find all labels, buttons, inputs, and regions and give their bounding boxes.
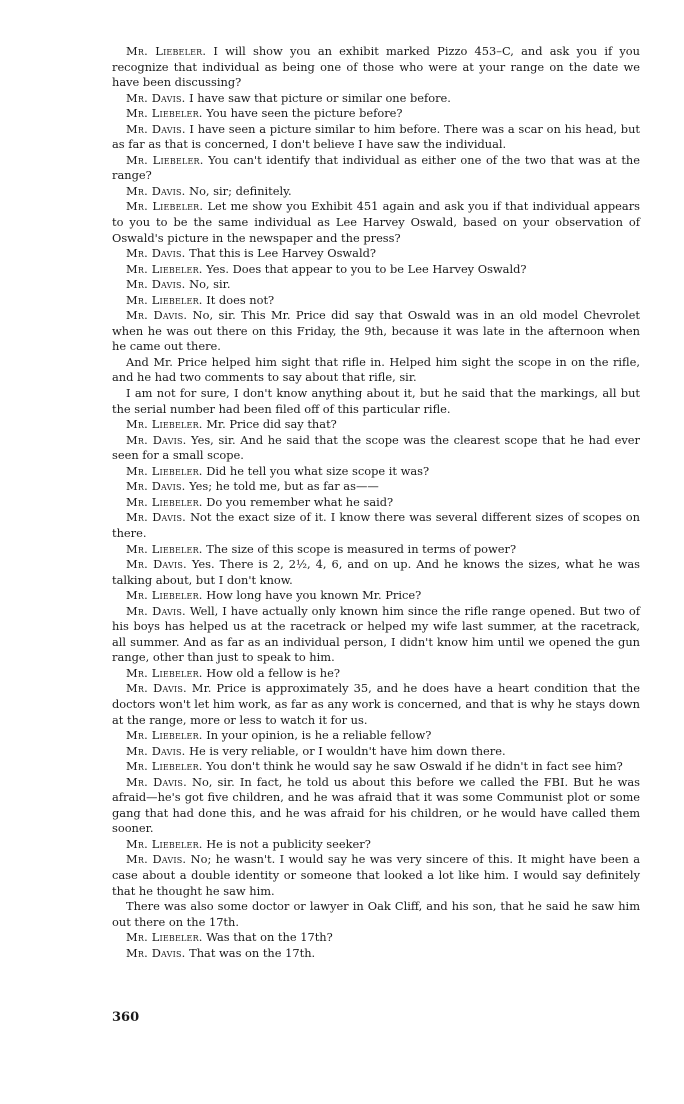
paragraph-text: How old a fellow is he? <box>202 665 340 680</box>
paragraph-text: Let me show you Exhibit 451 again and ask you if that individual appears to you to be the same individual as Lee Harvey Oswald, based on your observation of Oswald's picture in the newspaper and the press? <box>112 199 640 245</box>
speaker-name: Mr. Liebeler. <box>126 728 203 743</box>
testimony-paragraph <box>112 386 640 417</box>
speaker-name: Mr. Davis. <box>126 743 186 758</box>
testimony-paragraph <box>112 852 640 899</box>
speaker-name: Mr. Davis. <box>126 852 187 867</box>
speaker-name: Mr. Liebeler. <box>126 665 203 680</box>
testimony-paragraph <box>112 184 640 200</box>
speaker-name: Mr. Liebeler. <box>126 494 203 509</box>
speaker-name: Mr. Davis. <box>126 90 186 105</box>
testimony-paragraph <box>112 837 640 853</box>
paragraph-text: Yes, sir. And he said that the scope was the clearest scope that he had ever seen for a small scope. <box>112 432 640 463</box>
speaker-name: Mr. Liebeler. <box>126 541 203 556</box>
testimony-paragraph <box>112 262 640 278</box>
testimony-paragraph <box>112 666 640 682</box>
paragraph-text: How long have you known Mr. Price? <box>202 588 422 603</box>
testimony-paragraph <box>112 775 640 837</box>
paragraph-text: The size of this scope is measured in terms of power? <box>202 541 517 556</box>
paragraph-text: I have seen a picture similar to him before. There was a scar on his head, but as far as that is concerned, I don't believe I have saw the individual. <box>112 121 640 152</box>
speaker-name: Mr. Davis. <box>126 479 186 494</box>
paragraph-text: Not the exact size of it. I know there was several different sizes of scopes on there. <box>112 510 641 540</box>
paragraph-text: No; he wasn't. I would say he was very sincere of this. It might have been a case about a double identity or someone that looked a lot like him. I would say definitely that he thought he saw him. <box>112 852 640 898</box>
paragraph-text: I am not for sure, I don't know anything about it, but he said that the markings, all but the serial number had been filed off of this particular rifle. <box>112 386 640 416</box>
paragraph-text: There was also some doctor or lawyer in Oak Cliff, and his son, that he said he saw him out there on the 17th. <box>112 899 640 929</box>
paragraph-text: You have seen the picture before? <box>202 106 403 121</box>
testimony-paragraph <box>112 744 640 760</box>
testimony-paragraph <box>112 681 640 728</box>
testimony-paragraph <box>112 588 640 604</box>
speaker-name: Mr. Davis. <box>126 277 186 292</box>
speaker-name: Mr. Liebeler. <box>126 152 204 167</box>
paragraph-text: He is not a publicity seeker? <box>202 836 371 851</box>
paragraph-text: You don't think he would say he saw Oswald if he didn't in fact see him? <box>202 759 623 774</box>
testimony-paragraph <box>112 91 640 107</box>
speaker-name: Mr. Liebeler. <box>126 930 203 945</box>
speaker-name: Mr. Liebeler. <box>126 44 207 58</box>
testimony-paragraph <box>112 542 640 558</box>
testimony-paragraph <box>112 557 640 588</box>
paragraph-text: It does not? <box>202 292 275 307</box>
paragraph-text: That this is Lee Harvey Oswald? <box>185 246 376 261</box>
speaker-name: Mr. Davis. <box>126 183 186 198</box>
paragraph-text: You can't identify that individual as either one of the two that was at the range? <box>112 152 640 183</box>
paragraph-text: Yes. Does that appear to you to be Lee Harvey Oswald? <box>202 261 527 276</box>
testimony-paragraph <box>112 153 640 184</box>
paragraph-text: Was that on the 17th? <box>202 930 333 945</box>
paragraph-text: I have saw that picture or similar one before. <box>185 90 451 105</box>
testimony-paragraph <box>112 495 640 511</box>
paragraph-text: Yes. There is 2, 2½, 4, 6, and on up. And he knows the sizes, what he was talking about, but I don't know. <box>112 557 640 587</box>
paragraph-text: He is very reliable, or I wouldn't have him down there. <box>185 743 506 758</box>
speaker-name: Mr. Liebeler. <box>126 106 203 121</box>
testimony-paragraph <box>112 355 640 386</box>
paragraph-text: I will show you an exhibit marked Pizzo 453–C, and ask you if you recognize that individual as being one of those who were at your range on the date we have been discussing? <box>112 44 641 90</box>
testimony-paragraph <box>112 106 640 122</box>
paragraph-text: No, sir. <box>185 277 231 292</box>
testimony-paragraph <box>112 930 640 946</box>
speaker-name: Mr. Liebeler. <box>126 463 203 478</box>
testimony-paragraph <box>112 433 640 464</box>
paragraph-text: Mr. Price is approximately 35, and he does have a heart condition that the doctors won't let him work, as far as any work is concerned, and that is why he stays down at the range, more or less to watch it for us. <box>112 681 640 727</box>
testimony-paragraph <box>112 308 640 355</box>
speaker-name: Mr. Davis. <box>126 246 186 261</box>
paragraph-text: Did he tell you what size scope it was? <box>202 463 430 478</box>
testimony-paragraph <box>112 122 640 153</box>
paragraph-text: Do you remember what he said? <box>202 494 394 509</box>
testimony-paragraph <box>112 479 640 495</box>
paragraph-text: That was on the 17th. <box>185 945 316 960</box>
testimony-paragraph <box>112 293 640 309</box>
speaker-name: Mr. Davis. <box>126 945 186 960</box>
speaker-name: Mr. Davis. <box>126 774 187 789</box>
speaker-name: Mr. Liebeler. <box>126 199 204 214</box>
speaker-name: Mr. Davis. <box>126 308 188 323</box>
testimony-paragraph <box>112 510 640 541</box>
testimony-paragraph <box>112 417 640 433</box>
paragraph-text: Yes; he told me, but as far as—— <box>185 479 379 494</box>
speaker-name: Mr. Davis. <box>126 510 186 525</box>
speaker-name: Mr. Liebeler. <box>126 417 203 432</box>
speaker-name: Mr. Liebeler. <box>126 588 203 603</box>
testimony-paragraph <box>112 946 640 962</box>
speaker-name: Mr. Liebeler. <box>126 759 203 774</box>
speaker-name: Mr. Davis. <box>126 432 187 447</box>
paragraph-text: No, sir. In fact, he told us about this before we called the FBI. But he was afraid—he's got five children, and he was afraid that it was some Communist plot or some gang that had done this, and he was afraid for his children, or he would have called them sooner. <box>112 774 641 836</box>
testimony-paragraph <box>112 899 640 930</box>
speaker-name: Mr. Liebeler. <box>126 836 203 851</box>
testimony-paragraph <box>112 728 640 744</box>
speaker-name: Mr. Liebeler. <box>126 292 203 307</box>
testimony-paragraph <box>112 464 640 480</box>
testimony-text <box>112 44 640 961</box>
paragraph-text: No, sir; definitely. <box>185 183 292 198</box>
testimony-paragraph <box>112 277 640 293</box>
speaker-name: Mr. Davis. <box>126 603 186 618</box>
paragraph-text: Mr. Price did say that? <box>202 417 337 432</box>
testimony-paragraph <box>112 44 640 91</box>
paragraph-text: No, sir. This Mr. Price did say that Oswald was in an old model Chevrolet when he was out there on this Friday, the 9th, because it was late in the afternoon when he came out there. <box>112 308 640 354</box>
speaker-name: Mr. Davis. <box>126 121 186 136</box>
testimony-paragraph <box>112 246 640 262</box>
speaker-name: Mr. Davis. <box>126 557 187 572</box>
testimony-paragraph <box>112 759 640 775</box>
speaker-name: Mr. Liebeler. <box>126 261 203 276</box>
page-number: 360 <box>112 1010 140 1025</box>
paragraph-text: And Mr. Price helped him sight that rifle in. Helped him sight the scope in on the rifle, and he had two comments to say about that rifle, sir. <box>112 354 640 385</box>
testimony-paragraph <box>112 199 640 246</box>
paragraph-text: Well, I have actually only known him since the rifle range opened. But two of his boys has helped us at the racetrack or helped my wife last summer, at the racetrack, all summer. And as far as an individual person, I didn't know him until we opened the gun range, other than just to speak to him. <box>112 603 640 665</box>
speaker-name: Mr. Davis. <box>126 681 187 696</box>
paragraph-text: In your opinion, is he a reliable fellow? <box>202 728 432 743</box>
testimony-paragraph <box>112 604 640 666</box>
